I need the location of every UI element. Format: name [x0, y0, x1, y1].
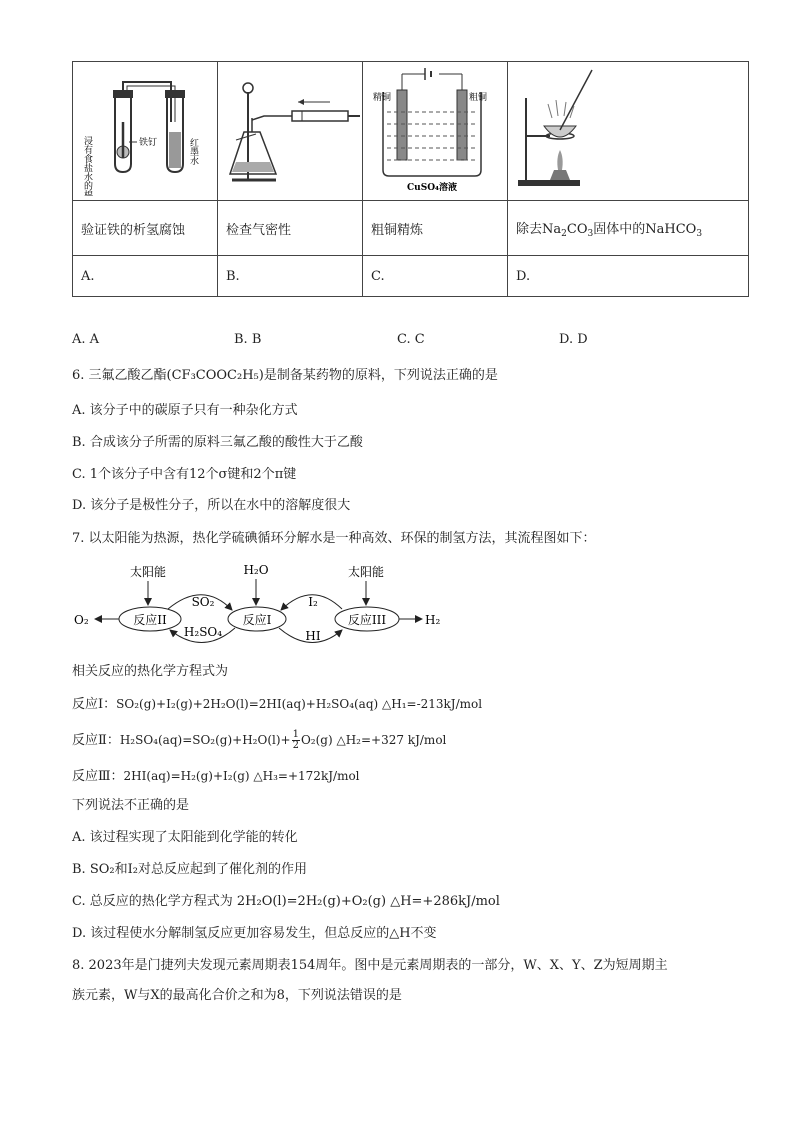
- label-cotton: 浸有食盐水的棉团: [82, 136, 92, 196]
- apparatus-b-cell: [218, 62, 363, 201]
- so2-label: SO₂: [191, 595, 215, 609]
- airtightness-apparatus: [218, 62, 362, 196]
- label-red-ink: 红墨水: [188, 138, 198, 165]
- q8-stem-line1: 8. 2023年是门捷列夫发现元素周期表154周年。图中是元素周期表的一部分，W、X、Y、Z为短周期主: [72, 958, 668, 973]
- reaction-3-node: 反应III: [347, 613, 387, 627]
- o2-output: O₂: [74, 613, 89, 627]
- letter-b: B.: [218, 256, 363, 297]
- heating-apparatus: [508, 62, 748, 196]
- q5-option-d[interactable]: D. D: [559, 332, 588, 347]
- q6-option-d[interactable]: D. 该分子是极性分子，所以在水中的溶解度很大: [72, 498, 351, 513]
- apparatus-a-cell: [73, 62, 218, 201]
- q5-option-b[interactable]: B. B: [234, 332, 262, 347]
- one-half-fraction: $\frac{1}{2}$: [292, 729, 299, 751]
- letter-a: A.: [73, 256, 218, 297]
- solar-left-label: 太阳能: [129, 565, 167, 579]
- letter-c: C.: [363, 256, 508, 297]
- caption-a: 验证铁的析氢腐蚀: [73, 201, 218, 256]
- q6-option-b[interactable]: B. 合成该分子所需的原料三氟乙酸的酸性大于乙酸: [72, 435, 363, 450]
- caption-d: 除去$Na_2CO_3$固体中的NaHCO$_3$: [508, 201, 749, 256]
- q6-option-a[interactable]: A. 该分子中的碳原子只有一种杂化方式: [72, 403, 298, 418]
- apparatus-c-cell: [363, 62, 508, 201]
- q5-option-a[interactable]: A. A: [72, 332, 100, 347]
- reaction-2-node: 反应II: [133, 613, 167, 627]
- experiment-table: [72, 61, 749, 297]
- q6-option-c[interactable]: C. 1个该分子中含有12个σ键和2个π键: [72, 467, 297, 482]
- label-nail: 铁钉: [139, 138, 158, 148]
- q7-question: 下列说法不正确的是: [72, 798, 190, 813]
- q7-stem: 7. 以太阳能为热源，热化学硫碘循环分解水是一种高效、环保的制氢方法，其流程图如下：: [72, 531, 596, 546]
- h2-output: H₂: [425, 613, 441, 627]
- reaction-1-equation: 反应I：SO₂(g)+I₂(g)+2H₂O(l)=2HI(aq)+H₂SO₄(aq) △H₁=-213kJ/mol: [72, 697, 483, 712]
- rusting-test-apparatus: [73, 62, 217, 196]
- letter-d: D.: [508, 256, 749, 297]
- copper-refining-apparatus: [363, 62, 507, 196]
- hi-label: HI: [305, 629, 321, 643]
- q5-option-c[interactable]: C. C: [397, 332, 425, 347]
- caption-c: 粗铜精炼: [363, 201, 508, 256]
- reaction-2-equation: 反应Ⅱ：H₂SO₄(aq)=SO₂(g)+H₂O(l)+ $\frac{1}{2}$ O₂(g) △H₂=+327 kJ/mol: [72, 729, 447, 751]
- caption-b: 检查气密性: [218, 201, 363, 256]
- q7-intro: 相关反应的热化学方程式为: [72, 664, 229, 679]
- label-crude-copper: 粗铜: [469, 93, 488, 103]
- solar-right-label: 太阳能: [347, 565, 385, 579]
- q7-option-a[interactable]: A. 该过程实现了太阳能到化学能的转化: [72, 830, 298, 845]
- reaction-3-equation: 反应Ⅲ：2HI(aq)=H₂(g)+I₂(g) △H₃=+172kJ/mol: [72, 769, 360, 784]
- water-label: H₂O: [243, 563, 269, 577]
- i2-label: I₂: [308, 595, 318, 609]
- q7-option-b[interactable]: B. SO₂和I₂对总反应起到了催化剂的作用: [72, 862, 307, 877]
- q8-stem-line2: 族元素，W与X的最高化合价之和为8，下列说法错误的是: [72, 988, 402, 1003]
- reaction-1-node: 反应I: [242, 613, 272, 627]
- q7-option-d[interactable]: D. 该过程使水分解制氢反应更加容易发生，但总反应的△H不变: [72, 926, 437, 941]
- sulfur-iodine-cycle-diagram: [70, 558, 450, 650]
- q7-option-c[interactable]: C. 总反应的热化学方程式为 2H₂O(l)=2H₂(g)+O₂(g) △H=+286kJ/mol: [72, 894, 500, 909]
- apparatus-d-cell: [508, 62, 749, 201]
- label-pure-copper: 精铜: [373, 93, 392, 103]
- q6-stem: 6. 三氟乙酸乙酯(CF₃COOC₂H₅)是制备某药物的原料，下列说法正确的是: [72, 368, 498, 383]
- h2so4-label: H₂SO₄: [183, 625, 223, 639]
- label-cuso4: CuSO₄溶液: [407, 183, 457, 193]
